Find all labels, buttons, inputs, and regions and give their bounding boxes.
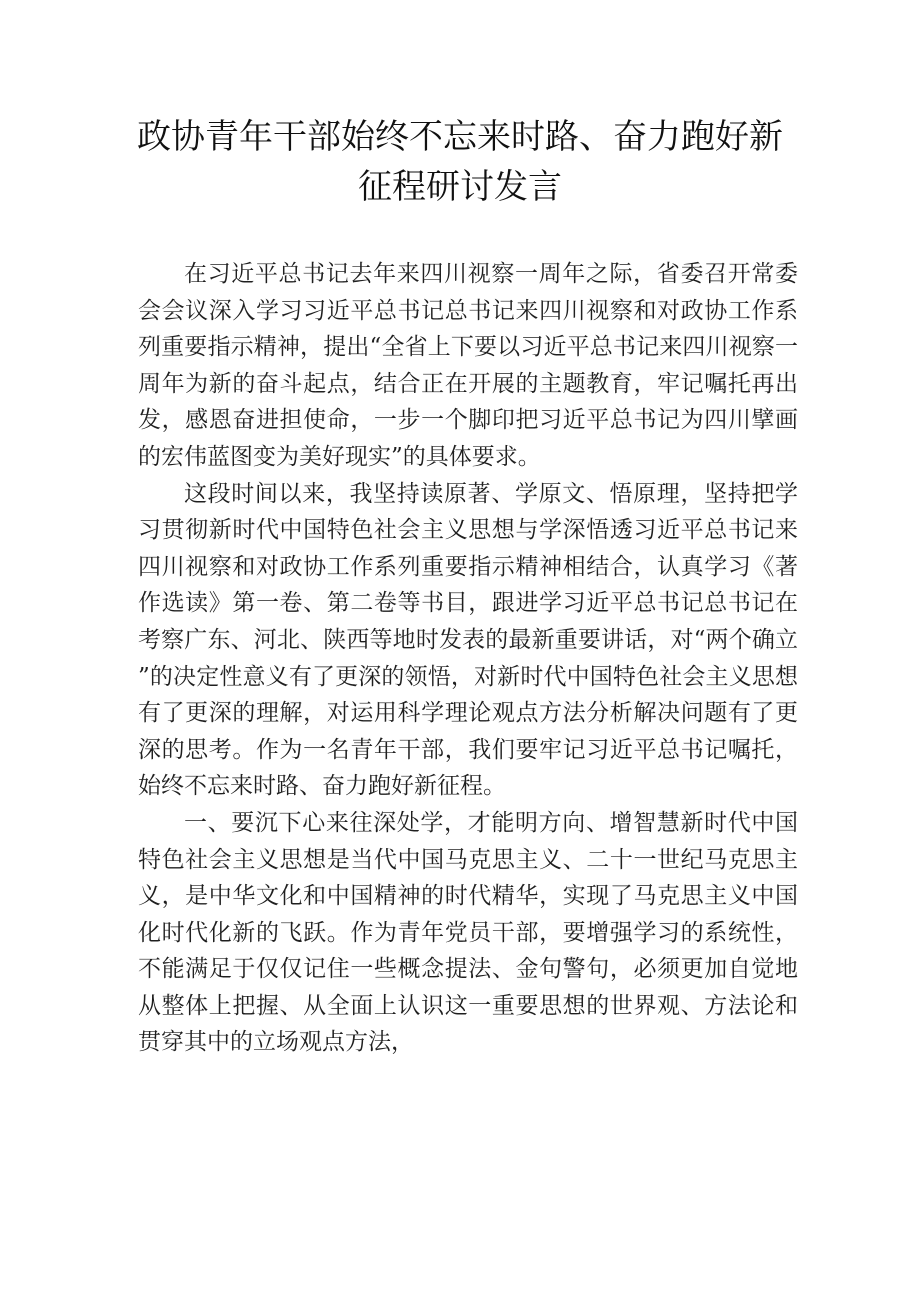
title-line-1: 政协青年干部始终不忘来时路、奋力跑好新 xyxy=(137,117,783,157)
document-body xyxy=(138,256,798,1061)
paragraph-3: 一、要沉下心来往深处学，才能明方向、增智慧新时代中国特色社会主义思想是当代中国马克思主义、二十一世纪马克思主义，是中华文化和中国精神的时代精华，实现了马克思主义中国化时代化新的飞跃。作为青年党员干部，要增强学习的系统性，不能满足于仅仅记住一些概念提法、金句警句，必须更加自觉地从整体上把握、从全面上认识这一重要思想的世界观、方法论和贯穿其中的立场观点方法， xyxy=(138,809,798,1056)
title-line-2: 征程研讨发言 xyxy=(358,167,562,207)
paragraph-2: 这段时间以来，我坚持读原著、学原文、悟原理，坚持把学习贯彻新时代中国特色社会主义思想与学深悟透习近平总书记来四川视察和对政协工作系列重要指示精神相结合，认真学习《著作选读》第一卷、第二卷等书目，跟进学习近平总书记总书记在考察广东、河北、陕西等地时发表的最新重要讲话，对“两个确立”的决定性意义有了更深的领悟，对新时代中国特色社会主义思想有了更深的理解，对运用科学理论观点方法分析解决问题有了更深的思考。作为一名青年干部，我们要牢记习近平总书记嘱托，始终不忘来时路、奋力跑好新征程。 xyxy=(138,480,798,800)
paragraph-1: 在习近平总书记去年来四川视察一周年之际，省委召开常委会会议深入学习习近平总书记总书记来四川视察和对政协工作系列重要指示精神，提出“全省上下要以习近平总书记来四川视察一周年为新的奋斗起点，结合正在开展的主题教育，牢记嘱托再出发，感恩奋进担使命，一步一个脚印把习近平总书记为四川擘画的宏伟蓝图变为美好现实”的具体要求。 xyxy=(138,261,798,470)
document-title xyxy=(120,112,800,212)
